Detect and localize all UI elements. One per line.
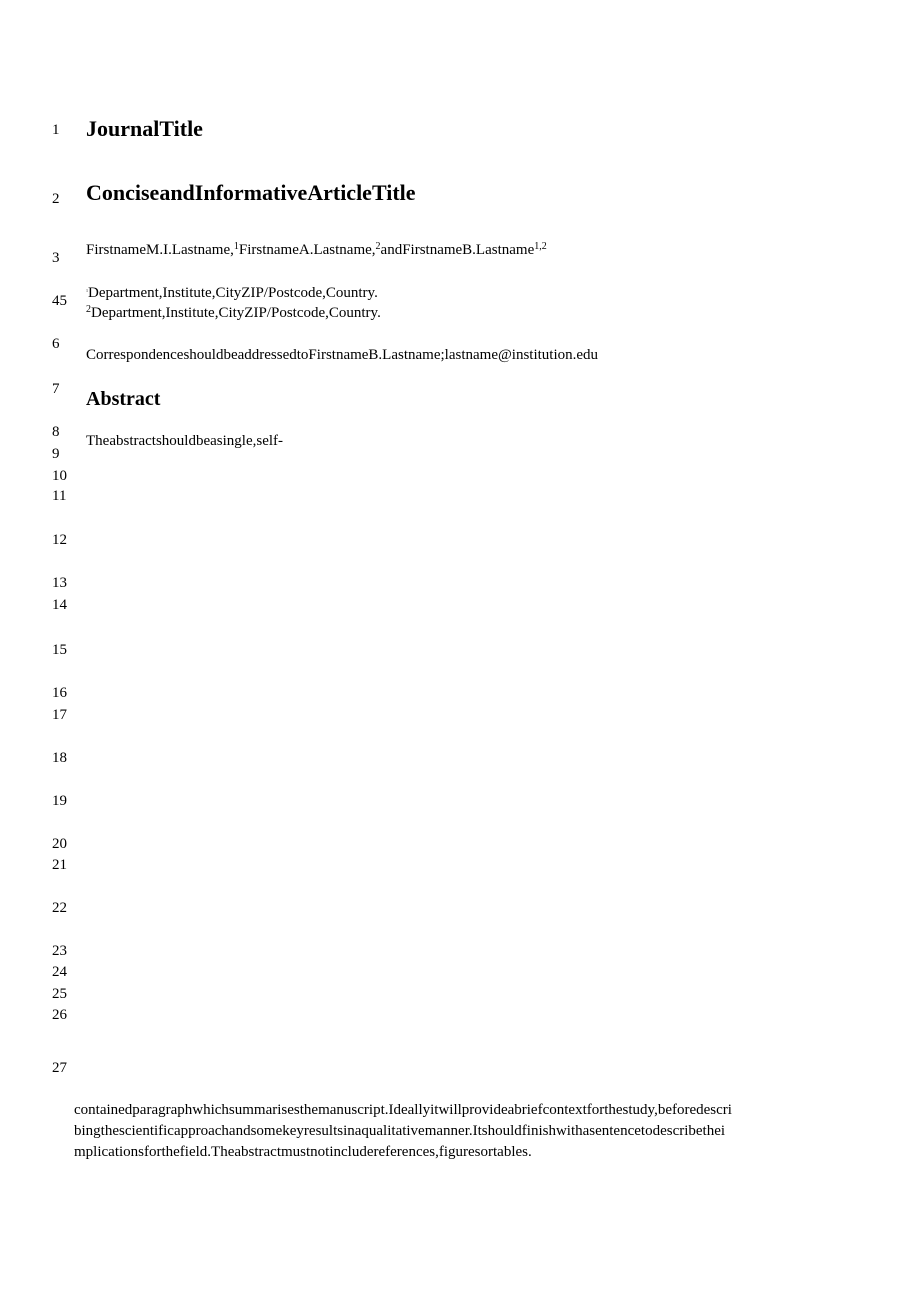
affiliation-marker: 2 — [86, 304, 91, 315]
line-number: 16 — [52, 685, 67, 701]
abstract-line: containedparagraphwhichsummarisesthemanuscript.Ideallyitwillprovideabriefcontextforthestudy,beforedescri — [74, 1102, 732, 1118]
line-number: 18 — [52, 750, 67, 766]
journal-title: JournalTitle — [86, 116, 203, 141]
line-number: 10 — [52, 468, 67, 484]
affiliation — [86, 305, 381, 322]
line-number: 19 — [52, 793, 67, 809]
line-number: 2 — [52, 191, 60, 207]
affiliation-marker: 2 — [375, 241, 381, 252]
affiliation — [86, 285, 378, 302]
line-number: 21 — [52, 857, 67, 873]
author-list — [86, 242, 547, 259]
abstract-text-start: Theabstractshouldbeasingle,self- — [86, 433, 284, 449]
abstract-heading: Abstract — [86, 388, 161, 410]
affiliation-text: Department,Institute,CityZIP/Postcode,Country. — [88, 285, 378, 301]
line-number: 6 — [52, 336, 60, 352]
line-number: 8 — [52, 424, 60, 440]
author-name: FirstnameM.I.Lastname, — [86, 242, 234, 258]
line-number: 14 — [52, 597, 67, 613]
article-title: ConciseandInformativeArticleTitle — [86, 180, 416, 205]
line-number: 26 — [52, 1007, 67, 1023]
line-number: 7 — [52, 381, 60, 397]
line-number: 23 — [52, 943, 67, 959]
line-number: 20 — [52, 836, 67, 852]
affiliation-text: Department,Institute,CityZIP/Postcode,Country. — [91, 305, 381, 321]
line-number: 24 — [52, 964, 67, 980]
affiliation-marker: 1 — [86, 288, 88, 293]
line-number: 15 — [52, 642, 67, 658]
line-number: 27 — [52, 1060, 67, 1076]
correspondence: CorrespondenceshouldbeaddressedtoFirstnameB.Lastname;lastname@institution.edu — [86, 347, 599, 363]
line-number: 17 — [52, 707, 67, 723]
affiliation-marker: 1,2 — [534, 241, 547, 252]
line-number: 9 — [52, 446, 60, 462]
affiliation-marker: 1 — [233, 241, 239, 252]
line-number: 11 — [52, 488, 67, 504]
author-name: andFirstnameB.Lastname — [380, 242, 535, 258]
abstract-line: mplicationsforthefield.Theabstractmustnotincludereferences,figuresortables. — [74, 1144, 532, 1160]
line-number: 25 — [52, 986, 67, 1002]
line-number: 45 — [52, 293, 67, 309]
abstract-line: bingthescientificapproachandsomekeyresultsinaqualitativemanner.Itshouldfinishwithasentencetodescribethei — [74, 1123, 726, 1139]
line-number: 1 — [52, 122, 60, 138]
line-number: 22 — [52, 900, 67, 916]
line-number: 13 — [52, 575, 67, 591]
author-name: FirstnameA.Lastname, — [238, 242, 376, 258]
line-number: 12 — [52, 532, 67, 548]
abstract-continuation — [74, 1100, 844, 1163]
line-number: 3 — [52, 250, 60, 266]
